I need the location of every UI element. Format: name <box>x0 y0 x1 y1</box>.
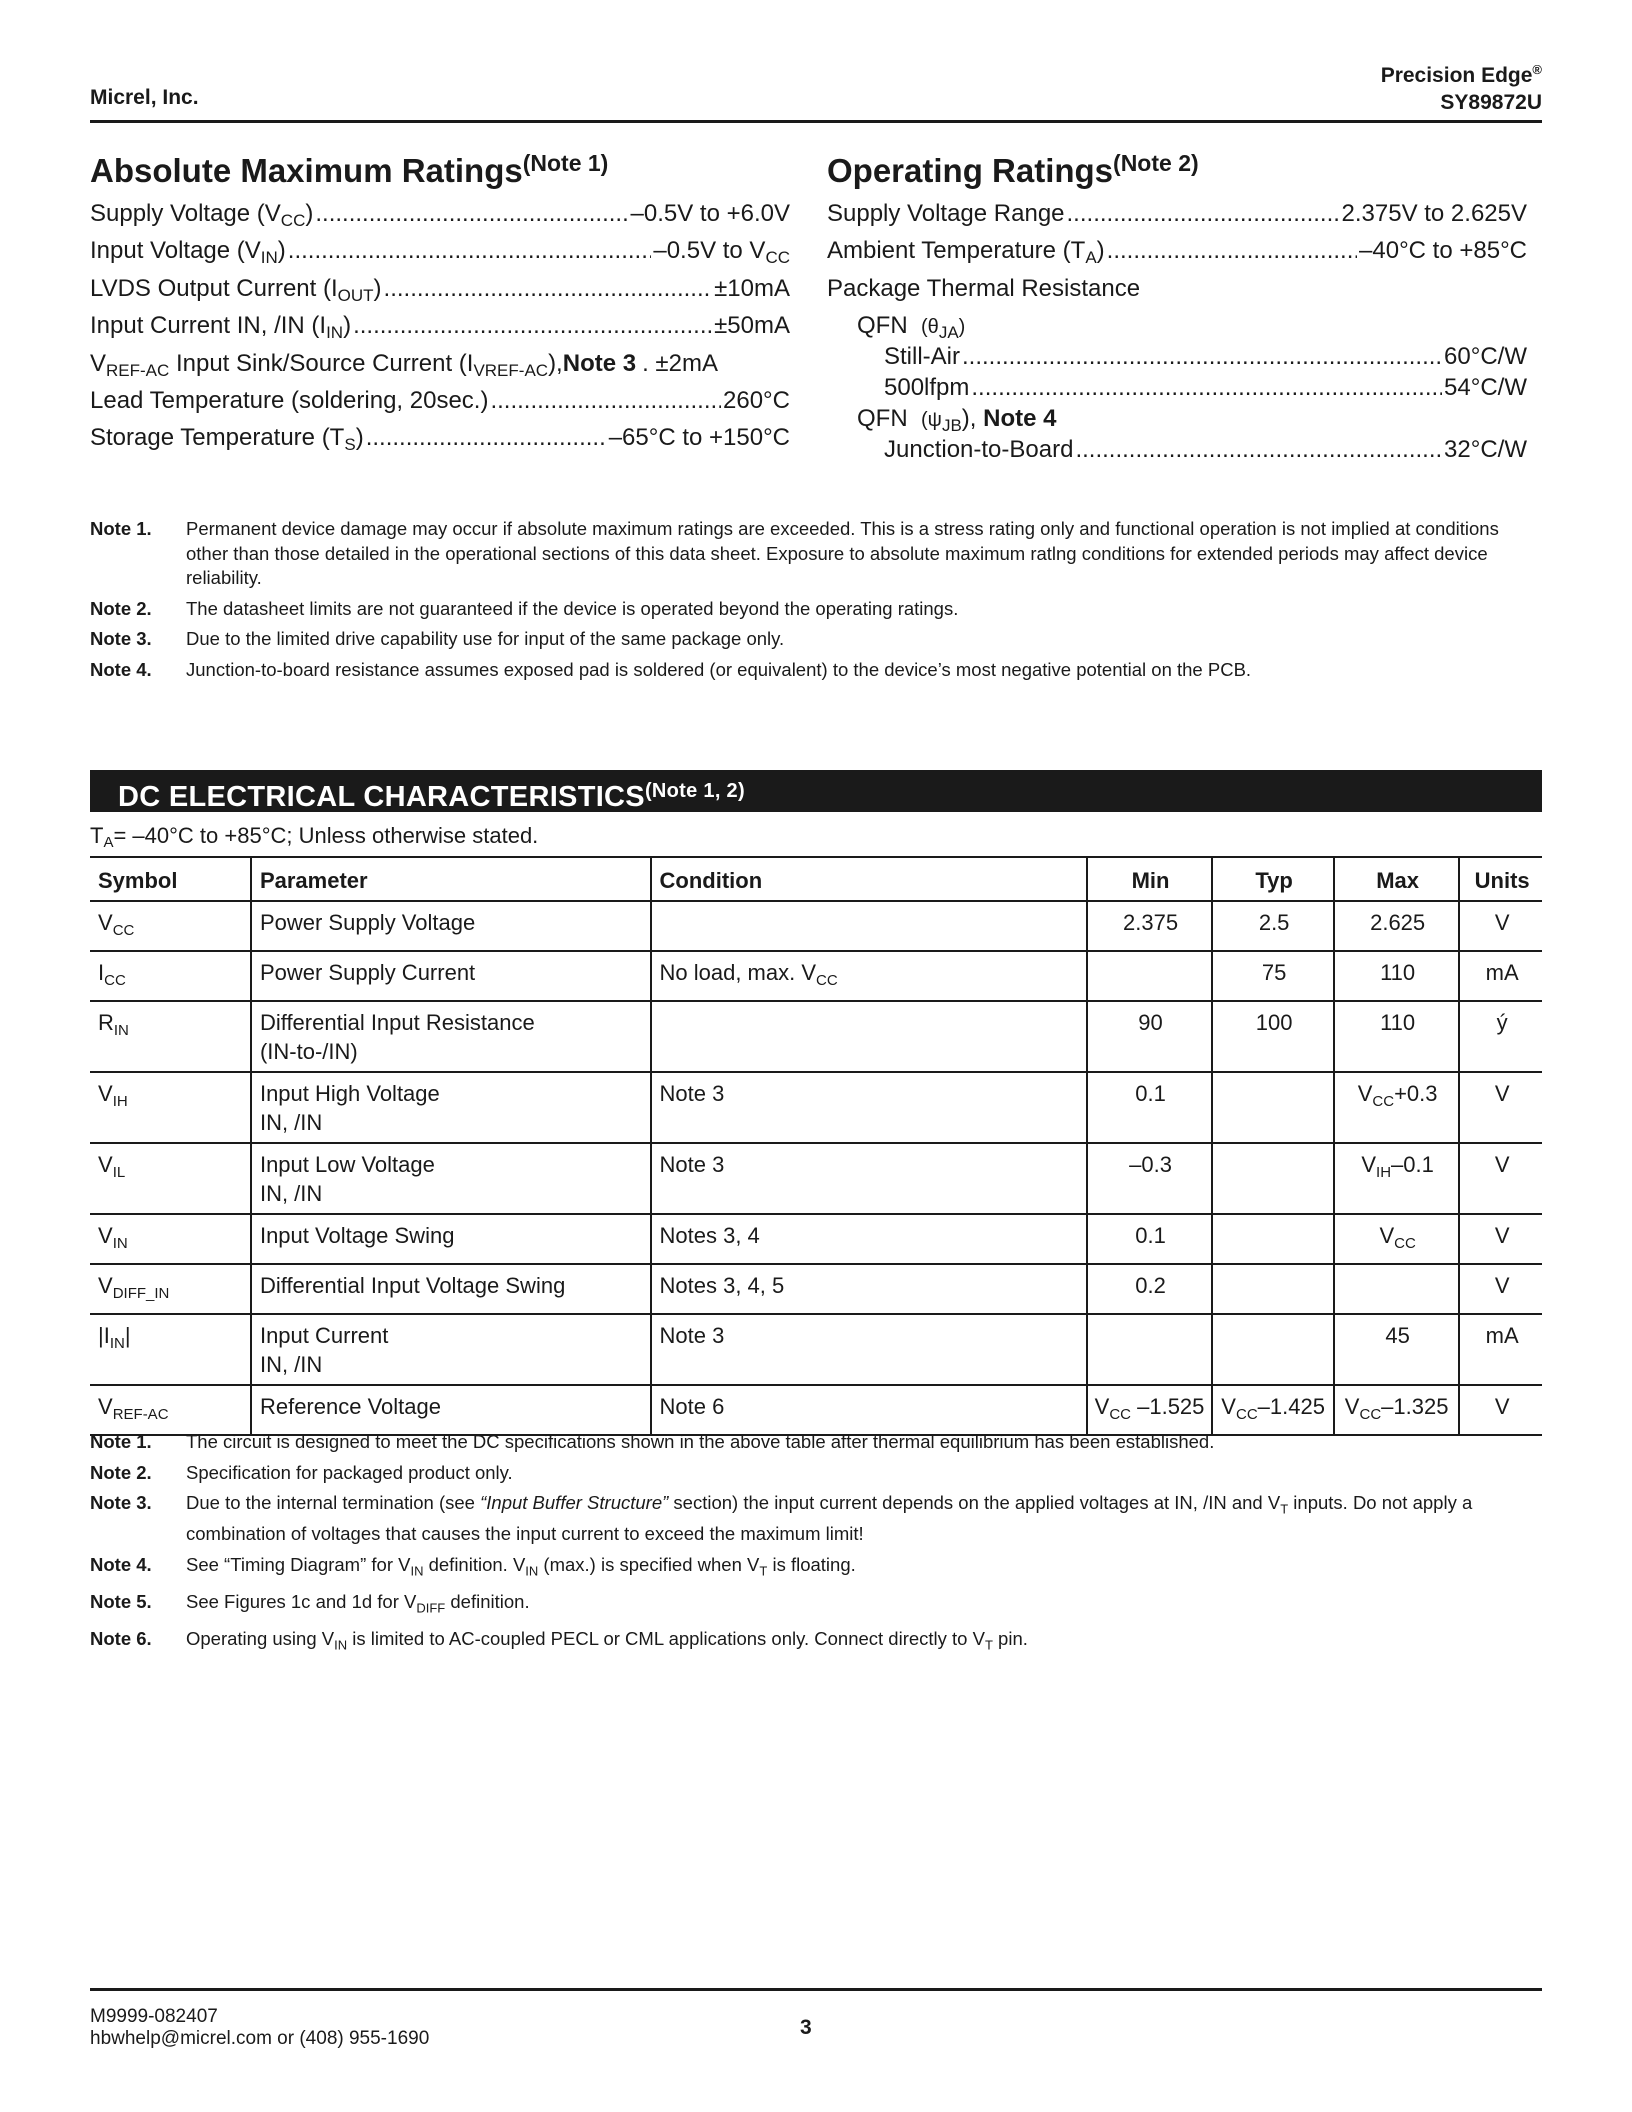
table-row: $V_{REF-AC}$ Reference Voltage Note 6 $V_{CC}$ –1.525 $V_{CC}-1.425$ $V_{CC}-1.325$ V <box>90 1385 1542 1435</box>
table-row: $V_{DIFF\_IN}$ Differential Input Voltage Swing Notes 3, 4, 5 0.2 V <box>90 1264 1542 1314</box>
rating-row: QFN $(\theta_{JA})$ <box>857 312 966 343</box>
page-number: 3 <box>800 2016 812 2039</box>
contact-info: hbwhelp@micrel.com or (408) 955-1690 <box>90 2028 430 2049</box>
op-ratings-title: Operating Ratings$^{(Note 2)}$ <box>827 150 1199 189</box>
rating-row: Ambient Temperature $(T_A)$ ..... –40°C to +85°C <box>827 237 1527 274</box>
rating-row: Input Voltage $(V_{IN})$ ..... –0.5V to $V_{CC}$ <box>90 237 790 274</box>
rating-row: Lead Temperature (soldering, 20sec.) ..... 260°C <box>90 387 790 424</box>
operating-ratings <box>827 150 1527 467</box>
note-item: Note 6. Operating using $V_{IN}$ is limited to AC-coupled PECL or CML applications only. Connect directly to $V_T$ pin. <box>90 1628 1028 1653</box>
part-number: SY89872U <box>1440 91 1542 114</box>
note-item: Note 1. Permanent device damage may occur if absolute maximum ratings are exceeded. This is a stress rating only and functional operation is not implied at conditions other than those detailed in the operational sections of this data sheet. Exposure to absolute maximum ratlng conditions for extended periods may affect device reliability. <box>90 518 1499 588</box>
rating-row: Supply Voltage $(V_{CC})$ ..... –0.5V to +6.0V <box>90 200 790 237</box>
abs-max-title: Absolute Maximum Ratings$^{(Note 1)}$ <box>90 150 609 189</box>
rating-row: $V_{REF-AC}$ Input Sink/Source Current $(I_{VREF-AC}),Note$ 3 . ±2mA <box>90 349 718 380</box>
table-row: $V_{CC}$ Power Supply Voltage 2.375 2.5 2.625 V <box>90 901 1542 951</box>
table-header-row: Symbol Parameter Condition Min Typ Max Units <box>90 857 1542 901</box>
note-item: Note 4. Junction-to-board resistance assumes exposed pad is soldered (or equivalent) to the device’s most negative potential on the PCB. <box>90 658 1252 680</box>
rating-row: Package Thermal Resistance <box>827 274 1141 302</box>
table-row: $I_{CC}$ Power Supply Current No load, max. $V_{CC}$ 75 110 mA <box>90 951 1542 1001</box>
note-item: Note 1. The circuit is designed to meet the DC specifications shown in the above table after thermal equilibrium has been established. <box>90 1431 1215 1452</box>
rating-row: QFN $(\psi_{JB})$, Note 4 <box>857 405 1057 436</box>
dc-conditions: $T_A= -40^\circ C$ to +85°C; Unless otherwise stated. <box>90 823 539 851</box>
footer-info <box>90 2006 429 2050</box>
dc-notes <box>90 1430 1542 1664</box>
table-row: $|I_{IN}|$ Input Current IN, /IN Note 3 45 mA <box>90 1314 1542 1385</box>
rating-row: Input Current IN, /IN $(I_{IN})$ ..... ±50mA <box>90 312 790 349</box>
absolute-maximum-ratings <box>90 150 790 462</box>
table-row: $V_{IL}$ Input Low Voltage IN, /IN Note 3 –0.3 $V_{IH}-0.1$ V <box>90 1143 1542 1214</box>
table-row: $V_{IH}$ Input High Voltage IN, /IN Note 3 0.1 $V_{CC}+0.3$ V <box>90 1072 1542 1143</box>
header-right <box>1381 56 1542 116</box>
product-line: Precision Edge® <box>1380 62 1542 87</box>
note-item: Note 3. Due to the limited drive capability use for input of the same package only. <box>90 628 785 649</box>
doc-number: M9999-082407 <box>90 2006 218 2027</box>
note-item: Note 2. The datasheet limits are not guaranteed if the device is operated beyond the operating ratings. <box>90 597 959 619</box>
rating-row: Storage Temperature $(T_S)$ ..... –65°C to +150°C <box>90 424 790 461</box>
datasheet-page <box>90 0 1542 2112</box>
dc-characteristics-banner: DC ELECTRICAL $CHARACTERISTICS^{(Note 1, 2)}$ <box>90 770 1542 812</box>
table-row: $V_{IN}$ Input Voltage Swing Notes 3, 4 0.1 $V_{CC}$ V <box>90 1214 1542 1264</box>
rating-row: 500lfpm ..... 54°C/W <box>827 374 1527 405</box>
rating-row: Supply Voltage Range ..... 2.375V to 2.625V <box>827 200 1527 237</box>
rating-row: Still-Air ..... 60°C/W <box>827 343 1527 374</box>
note-item: Note 5. See Figures 1c and 1d for $V_{DIFF}$ definition. <box>90 1590 530 1616</box>
header-rule <box>90 120 1542 123</box>
note-item: Note 3. Due to the internal termination (see “Input Buffer Structure” section) the input current depends on the applied voltages at IN, /IN and $V_T$ inputs. Do not apply a combination of voltages that causes the input current to exceed the maximum limit! <box>90 1492 1473 1545</box>
footer-rule <box>90 1988 1542 1991</box>
ratings-notes <box>90 517 1542 688</box>
note-item: Note 2. Specification for packaged product only. <box>90 1461 513 1483</box>
company-name: Micrel, Inc. <box>90 86 199 109</box>
table-row: $R_{IN}$ Differential Input Resistance (IN-to-/IN) 90 100 110 ý <box>90 1001 1542 1072</box>
note-item: Note 4. See “Timing Diagram” for $V_{IN}$ definition. $V_{IN}$ (max.) is specified when $V_T$ is floating. <box>90 1553 856 1579</box>
rating-row: LVDS Output Current $(I_{OUT})$ ..... ±10mA <box>90 275 790 312</box>
dc-characteristics-table <box>90 856 1542 1436</box>
rating-row: Junction-to-Board ..... 32°C/W <box>827 436 1527 467</box>
